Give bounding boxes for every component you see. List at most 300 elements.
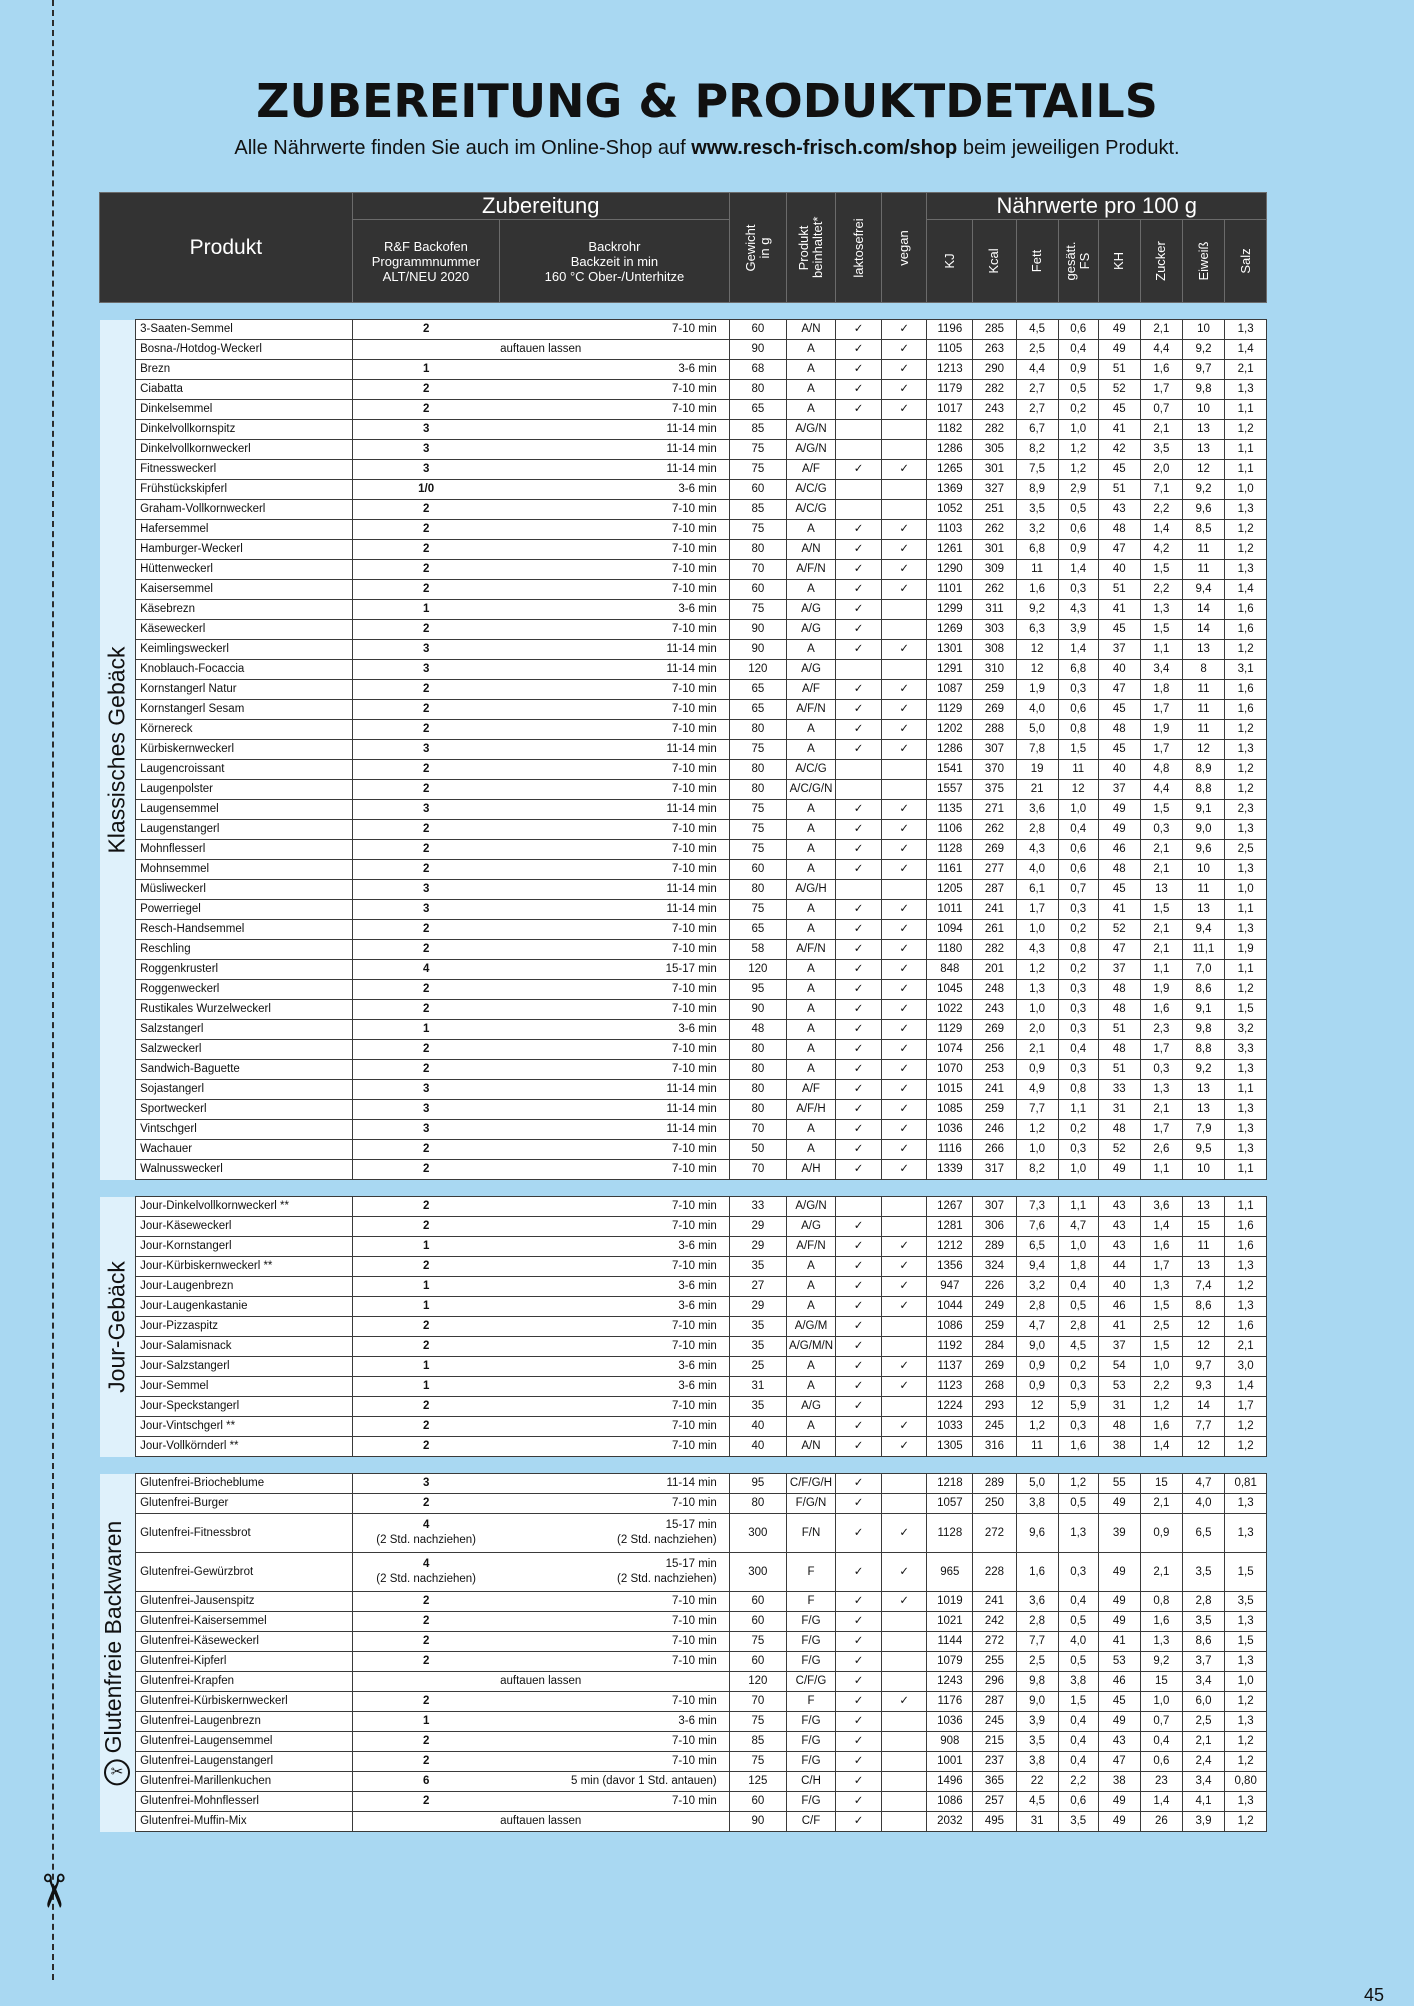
- cell-allergens: F/G: [786, 1632, 835, 1652]
- cell-fat: 7,7: [1016, 1100, 1058, 1120]
- table-row: [100, 1752, 1313, 1772]
- cell-kcal: 228: [973, 1553, 1016, 1592]
- cell-kj: 1541: [927, 760, 973, 780]
- cell-product: Jour-Vintschgerl **: [136, 1417, 353, 1437]
- cell-carbs: 40: [1098, 660, 1140, 680]
- cell-carbs: 43: [1098, 1732, 1140, 1752]
- cell-kcal: 310: [973, 660, 1016, 680]
- cell-allergens: A/C/G: [786, 500, 835, 520]
- cell-protein: 7,4: [1182, 1277, 1224, 1297]
- cell-kcal: 287: [973, 880, 1016, 900]
- cell-salt: 2,5: [1225, 840, 1267, 860]
- cell-vegan: ✓: [882, 1553, 927, 1592]
- cell-protein: 13: [1182, 1257, 1224, 1277]
- cell-bake-time: 11-14 min: [500, 660, 730, 680]
- cell-bake-time: 11-14 min: [500, 1100, 730, 1120]
- cell-program: 1: [352, 1237, 499, 1257]
- cell-allergens: A: [786, 1377, 835, 1397]
- cell-protein: 4,0: [1182, 1494, 1224, 1514]
- cell-kj: 1022: [927, 1000, 973, 1020]
- page-number: 45: [1364, 1985, 1385, 2005]
- cell-program: 3: [352, 420, 499, 440]
- cell-sugar: 0,4: [1140, 1732, 1182, 1752]
- cell-fat: 1,0: [1016, 920, 1058, 940]
- cell-vegan: [882, 480, 927, 500]
- cell-fat: 7,8: [1016, 740, 1058, 760]
- cell-kj: 1045: [927, 980, 973, 1000]
- cell-saturated-fat: 1,1: [1058, 1197, 1098, 1217]
- cell-kcal: 241: [973, 900, 1016, 920]
- cell-carbs: 47: [1098, 1752, 1140, 1772]
- table-row: [100, 620, 1313, 640]
- cell-saturated-fat: 0,4: [1058, 340, 1098, 360]
- cell-saturated-fat: 0,8: [1058, 1080, 1098, 1100]
- cell-protein: 7,7: [1182, 1417, 1224, 1437]
- cell-vegan: ✓: [882, 1080, 927, 1100]
- cell-program: 2: [352, 1652, 499, 1672]
- cell-carbs: 41: [1098, 1632, 1140, 1652]
- cell-product: Glutenfrei-Kipferl: [136, 1652, 353, 1672]
- cell-saturated-fat: 0,6: [1058, 1792, 1098, 1812]
- cell-weight: 29: [729, 1237, 786, 1257]
- cell-kcal: 272: [973, 1514, 1016, 1553]
- cell-sugar: 15: [1140, 1474, 1182, 1494]
- cell-weight: 60: [729, 1612, 786, 1632]
- cell-protein: 9,1: [1182, 1000, 1224, 1020]
- cell-product: Jour-Salamisnack: [136, 1337, 353, 1357]
- cell-weight: 60: [729, 1792, 786, 1812]
- cell-product: Kornstangerl Natur: [136, 680, 353, 700]
- cell-saturated-fat: 0,6: [1058, 840, 1098, 860]
- cell-kj: 1286: [927, 740, 973, 760]
- header-fett: Fett: [1016, 220, 1058, 303]
- cell-carbs: 45: [1098, 740, 1140, 760]
- cell-salt: 1,2: [1225, 520, 1267, 540]
- cell-product: Laugenstangerl: [136, 820, 353, 840]
- cell-protein: 13: [1182, 900, 1224, 920]
- cell-sugar: 0,7: [1140, 1712, 1182, 1732]
- cell-carbs: 40: [1098, 760, 1140, 780]
- cell-program: 1: [352, 360, 499, 380]
- cell-program: 3: [352, 660, 499, 680]
- cell-salt: 1,6: [1225, 700, 1267, 720]
- cell-lactose-free: ✓: [836, 1120, 882, 1140]
- cell-lactose-free: ✓: [836, 860, 882, 880]
- cell-program: 2: [352, 980, 499, 1000]
- cell-product: Roggenkrusterl: [136, 960, 353, 980]
- cell-program: 2: [352, 720, 499, 740]
- cell-lactose-free: ✓: [836, 1277, 882, 1297]
- cell-vegan: ✓: [882, 1060, 927, 1080]
- cell-product: Glutenfrei-Mohnflesserl: [136, 1792, 353, 1812]
- cell-allergens: F: [786, 1692, 835, 1712]
- cell-lactose-free: ✓: [836, 700, 882, 720]
- cell-lactose-free: ✓: [836, 320, 882, 340]
- cell-protein: 11: [1182, 560, 1224, 580]
- cell-protein: 15: [1182, 1217, 1224, 1237]
- cell-weight: 25: [729, 1357, 786, 1377]
- cell-allergens: A: [786, 580, 835, 600]
- cell-carbs: 51: [1098, 360, 1140, 380]
- cell-fat: 12: [1016, 1397, 1058, 1417]
- cell-saturated-fat: 2,8: [1058, 1317, 1098, 1337]
- cell-salt: 1,5: [1225, 1000, 1267, 1020]
- cell-fat: 6,8: [1016, 540, 1058, 560]
- cell-weight: 90: [729, 1000, 786, 1020]
- cell-salt: 0,81: [1225, 1474, 1267, 1494]
- cell-product: Glutenfrei-Marillenkuchen: [136, 1772, 353, 1792]
- cell-fat: 3,9: [1016, 1712, 1058, 1732]
- cell-kj: 1218: [927, 1474, 973, 1494]
- cell-product: Vintschgerl: [136, 1120, 353, 1140]
- cell-weight: 80: [729, 1494, 786, 1514]
- cell-vegan: ✓: [882, 1357, 927, 1377]
- header-zucker: Zucker: [1140, 220, 1182, 303]
- cell-fat: 9,0: [1016, 1692, 1058, 1712]
- cell-vegan: ✓: [882, 940, 927, 960]
- table-row: [100, 460, 1313, 480]
- cell-vegan: [882, 1772, 927, 1792]
- table-row: [100, 340, 1313, 360]
- cell-vegan: ✓: [882, 860, 927, 880]
- cell-lactose-free: ✓: [836, 360, 882, 380]
- cell-program: 3: [352, 640, 499, 660]
- cell-fat: 19: [1016, 760, 1058, 780]
- cell-kcal: 287: [973, 1692, 1016, 1712]
- cell-preparation: auftauen lassen: [352, 340, 729, 360]
- table-row: [100, 1397, 1313, 1417]
- cell-bake-time: 11-14 min: [500, 1080, 730, 1100]
- table-row: [100, 640, 1313, 660]
- cell-kcal: 327: [973, 480, 1016, 500]
- cell-program: 2: [352, 1337, 499, 1357]
- cell-allergens: A/G/N: [786, 1197, 835, 1217]
- cell-weight: 80: [729, 760, 786, 780]
- cell-carbs: 41: [1098, 600, 1140, 620]
- cell-vegan: ✓: [882, 680, 927, 700]
- cell-bake-time: 11-14 min: [500, 1474, 730, 1494]
- cell-weight: 80: [729, 1080, 786, 1100]
- cell-bake-time: 7-10 min: [500, 1257, 730, 1277]
- cell-sugar: 1,7: [1140, 1040, 1182, 1060]
- cell-allergens: A: [786, 960, 835, 980]
- cell-allergens: A: [786, 980, 835, 1000]
- cell-sugar: 23: [1140, 1772, 1182, 1792]
- cell-kcal: 301: [973, 460, 1016, 480]
- cell-saturated-fat: 0,3: [1058, 580, 1098, 600]
- cell-lactose-free: [836, 660, 882, 680]
- cell-salt: 1,6: [1225, 620, 1267, 640]
- cell-vegan: [882, 1337, 927, 1357]
- cell-bake-time: 11-14 min: [500, 440, 730, 460]
- cell-salt: 1,3: [1225, 320, 1267, 340]
- cell-protein: 9,7: [1182, 1357, 1224, 1377]
- cell-kcal: 284: [973, 1337, 1016, 1357]
- cell-fat: 2,0: [1016, 1020, 1058, 1040]
- cell-kcal: 248: [973, 980, 1016, 1000]
- cell-weight: 65: [729, 400, 786, 420]
- cell-bake-time: 7-10 min: [500, 980, 730, 1000]
- cell-carbs: 48: [1098, 1417, 1140, 1437]
- cell-carbs: 49: [1098, 340, 1140, 360]
- cell-kj: 1129: [927, 700, 973, 720]
- cell-lactose-free: ✓: [836, 540, 882, 560]
- header-zubereitung: Zubereitung: [352, 193, 729, 220]
- cell-carbs: 49: [1098, 1812, 1140, 1832]
- cell-kj: 1202: [927, 720, 973, 740]
- cell-salt: 1,9: [1225, 940, 1267, 960]
- cell-fat: 11: [1016, 1437, 1058, 1457]
- cell-allergens: F/G: [786, 1612, 835, 1632]
- cell-allergens: A/F/H: [786, 1100, 835, 1120]
- cell-bake-time: 7-10 min: [500, 1000, 730, 1020]
- cell-product: Körnereck: [136, 720, 353, 740]
- cell-salt: 1,3: [1225, 1514, 1267, 1553]
- table-row: [100, 860, 1313, 880]
- cell-bake-time: 15-17 min: [500, 960, 730, 980]
- cell-carbs: 41: [1098, 900, 1140, 920]
- cell-salt: 1,4: [1225, 580, 1267, 600]
- cell-kj: 1182: [927, 420, 973, 440]
- cell-vegan: ✓: [882, 360, 927, 380]
- cell-fat: 3,6: [1016, 1592, 1058, 1612]
- cell-protein: 4,1: [1182, 1792, 1224, 1812]
- cell-weight: 75: [729, 1712, 786, 1732]
- cell-vegan: ✓: [882, 520, 927, 540]
- cell-kcal: 246: [973, 1120, 1016, 1140]
- cell-saturated-fat: 1,0: [1058, 420, 1098, 440]
- cell-product: Jour-Vollkörnderl **: [136, 1437, 353, 1457]
- cell-fat: 1,0: [1016, 1000, 1058, 1020]
- cell-weight: 35: [729, 1317, 786, 1337]
- cell-vegan: ✓: [882, 700, 927, 720]
- cell-program: 6: [352, 1772, 499, 1792]
- section-name: Jour-Gebäck: [103, 1260, 130, 1393]
- cell-program: 2: [352, 1592, 499, 1612]
- cell-saturated-fat: 12: [1058, 780, 1098, 800]
- cell-weight: 80: [729, 720, 786, 740]
- cell-carbs: 43: [1098, 1197, 1140, 1217]
- cell-bake-time: 7-10 min: [500, 860, 730, 880]
- cell-product: Jour-Laugenbrezn: [136, 1277, 353, 1297]
- table-row: [100, 1553, 1313, 1592]
- shop-link[interactable]: www.resch-frisch.com/shop: [691, 137, 958, 159]
- cell-carbs: 44: [1098, 1257, 1140, 1277]
- table-row: [100, 1060, 1313, 1080]
- cell-saturated-fat: 0,4: [1058, 1277, 1098, 1297]
- cell-product: Kornstangerl Sesam: [136, 700, 353, 720]
- table-row: [100, 1494, 1313, 1514]
- cell-salt: 1,3: [1225, 1100, 1267, 1120]
- cell-product: Laugenpolster: [136, 780, 353, 800]
- section-label: [100, 320, 136, 1180]
- cell-vegan: [882, 780, 927, 800]
- cell-allergens: A: [786, 1120, 835, 1140]
- cell-product: Kaisersemmel: [136, 580, 353, 600]
- cell-carbs: 48: [1098, 520, 1140, 540]
- cell-sugar: 1,6: [1140, 1417, 1182, 1437]
- cell-kj: 1135: [927, 800, 973, 820]
- cell-protein: 8,9: [1182, 760, 1224, 780]
- cell-bake-time: 7-10 min: [500, 1160, 730, 1180]
- cell-program: 1: [352, 1277, 499, 1297]
- cell-weight: 70: [729, 1160, 786, 1180]
- cell-protein: 8: [1182, 660, 1224, 680]
- cell-lactose-free: ✓: [836, 1812, 882, 1832]
- cell-carbs: 52: [1098, 1140, 1140, 1160]
- cell-product: Glutenfrei-Käseweckerl: [136, 1632, 353, 1652]
- cell-salt: 1,3: [1225, 500, 1267, 520]
- cell-product: Keimlingsweckerl: [136, 640, 353, 660]
- cell-carbs: 43: [1098, 1237, 1140, 1257]
- cell-protein: 13: [1182, 1080, 1224, 1100]
- cell-saturated-fat: 0,4: [1058, 1712, 1098, 1732]
- cell-sugar: 15: [1140, 1672, 1182, 1692]
- cell-sugar: 1,9: [1140, 720, 1182, 740]
- cell-bake-time: 7-10 min: [500, 1632, 730, 1652]
- cell-salt: 1,3: [1225, 860, 1267, 880]
- cell-allergens: A: [786, 1417, 835, 1437]
- cell-salt: 1,3: [1225, 740, 1267, 760]
- cell-lactose-free: ✓: [836, 1437, 882, 1457]
- cell-preparation: auftauen lassen: [352, 1672, 729, 1692]
- cell-lactose-free: ✓: [836, 1140, 882, 1160]
- cell-bake-time: 5 min (davor 1 Std. antauen): [500, 1772, 730, 1792]
- cell-product: Glutenfrei-Kaisersemmel: [136, 1612, 353, 1632]
- cell-lactose-free: ✓: [836, 460, 882, 480]
- cell-sugar: 1,4: [1140, 1437, 1182, 1457]
- cell-fat: 3,6: [1016, 800, 1058, 820]
- cell-carbs: 45: [1098, 700, 1140, 720]
- cell-weight: 120: [729, 960, 786, 980]
- cell-vegan: [882, 1672, 927, 1692]
- cell-protein: 8,8: [1182, 780, 1224, 800]
- cell-carbs: 53: [1098, 1377, 1140, 1397]
- cell-kj: 1033: [927, 1417, 973, 1437]
- cell-fat: 4,7: [1016, 1317, 1058, 1337]
- cell-protein: 14: [1182, 620, 1224, 640]
- cell-saturated-fat: 0,3: [1058, 980, 1098, 1000]
- cell-salt: 1,5: [1225, 1632, 1267, 1652]
- cell-bake-time: 3-6 min: [500, 1237, 730, 1257]
- product-table: [99, 192, 1312, 1832]
- cell-protein: 9,3: [1182, 1377, 1224, 1397]
- cell-fat: 1,2: [1016, 1417, 1058, 1437]
- cell-fat: 7,3: [1016, 1197, 1058, 1217]
- cell-salt: 1,1: [1225, 440, 1267, 460]
- cell-lactose-free: [836, 880, 882, 900]
- cell-carbs: 49: [1098, 800, 1140, 820]
- cell-carbs: 38: [1098, 1772, 1140, 1792]
- cell-bake-time: 7-10 min: [500, 920, 730, 940]
- cell-protein: 13: [1182, 1197, 1224, 1217]
- cell-lactose-free: ✓: [836, 1514, 882, 1553]
- cell-weight: 120: [729, 1672, 786, 1692]
- table-row: [100, 760, 1313, 780]
- cell-allergens: A: [786, 1020, 835, 1040]
- cell-saturated-fat: 1,0: [1058, 1160, 1098, 1180]
- cell-salt: 1,3: [1225, 1712, 1267, 1732]
- cell-weight: 40: [729, 1417, 786, 1437]
- cell-carbs: 51: [1098, 1020, 1140, 1040]
- cell-saturated-fat: 0,3: [1058, 1060, 1098, 1080]
- cell-kcal: 271: [973, 800, 1016, 820]
- cell-program: 2: [352, 1417, 499, 1437]
- cell-kcal: 250: [973, 1494, 1016, 1514]
- cell-weight: 80: [729, 1100, 786, 1120]
- cell-program: 2: [352, 1257, 499, 1277]
- cell-kcal: 282: [973, 420, 1016, 440]
- cell-lactose-free: [836, 780, 882, 800]
- header-vegan: vegan: [882, 193, 927, 303]
- cell-weight: 80: [729, 1040, 786, 1060]
- cell-carbs: 42: [1098, 440, 1140, 460]
- cell-kj: 1128: [927, 1514, 973, 1553]
- cell-protein: 3,7: [1182, 1652, 1224, 1672]
- cell-salt: 1,1: [1225, 460, 1267, 480]
- table-row: [100, 1337, 1313, 1357]
- cell-salt: 1,3: [1225, 1652, 1267, 1672]
- cell-lactose-free: ✓: [836, 400, 882, 420]
- cell-weight: 75: [729, 520, 786, 540]
- cell-product: Knoblauch-Focaccia: [136, 660, 353, 680]
- cell-program: 4 (2 Std. nachziehen): [352, 1514, 499, 1553]
- cell-vegan: [882, 1792, 927, 1812]
- cell-sugar: 1,1: [1140, 960, 1182, 980]
- cell-vegan: ✓: [882, 1000, 927, 1020]
- cell-program: 2: [352, 1140, 499, 1160]
- cell-saturated-fat: 0,4: [1058, 1040, 1098, 1060]
- cell-kcal: 365: [973, 1772, 1016, 1792]
- cell-weight: 90: [729, 340, 786, 360]
- cell-saturated-fat: 0,4: [1058, 1732, 1098, 1752]
- cell-protein: 14: [1182, 600, 1224, 620]
- table-row: [100, 740, 1313, 760]
- cell-fat: 4,3: [1016, 840, 1058, 860]
- cell-program: 2: [352, 1040, 499, 1060]
- cell-lactose-free: ✓: [836, 1494, 882, 1514]
- cell-lactose-free: [836, 480, 882, 500]
- cell-vegan: [882, 1474, 927, 1494]
- cell-salt: 1,1: [1225, 1160, 1267, 1180]
- cell-carbs: 39: [1098, 1514, 1140, 1553]
- cell-weight: 65: [729, 680, 786, 700]
- cell-weight: 90: [729, 640, 786, 660]
- cell-sugar: 7,1: [1140, 480, 1182, 500]
- cell-product: Walnussweckerl: [136, 1160, 353, 1180]
- cell-product: Glutenfrei-Fitnessbrot: [136, 1514, 353, 1553]
- cell-program: 2: [352, 1612, 499, 1632]
- cell-weight: 29: [729, 1297, 786, 1317]
- cell-sugar: 2,1: [1140, 1494, 1182, 1514]
- header-kh: KH: [1098, 220, 1140, 303]
- cell-lactose-free: ✓: [836, 600, 882, 620]
- cell-weight: 80: [729, 880, 786, 900]
- cell-program: 2: [352, 920, 499, 940]
- cell-weight: 35: [729, 1337, 786, 1357]
- cell-bake-time: 7-10 min: [500, 1417, 730, 1437]
- cell-kj: 1557: [927, 780, 973, 800]
- table-row: [100, 680, 1313, 700]
- cell-kcal: 311: [973, 600, 1016, 620]
- cell-weight: 68: [729, 360, 786, 380]
- cell-sugar: 1,4: [1140, 1792, 1182, 1812]
- cell-lactose-free: ✓: [836, 1020, 882, 1040]
- cell-program: 2: [352, 1000, 499, 1020]
- cell-product: Dinkelvollkornweckerl: [136, 440, 353, 460]
- cell-saturated-fat: 0,5: [1058, 500, 1098, 520]
- cell-product: Jour-Semmel: [136, 1377, 353, 1397]
